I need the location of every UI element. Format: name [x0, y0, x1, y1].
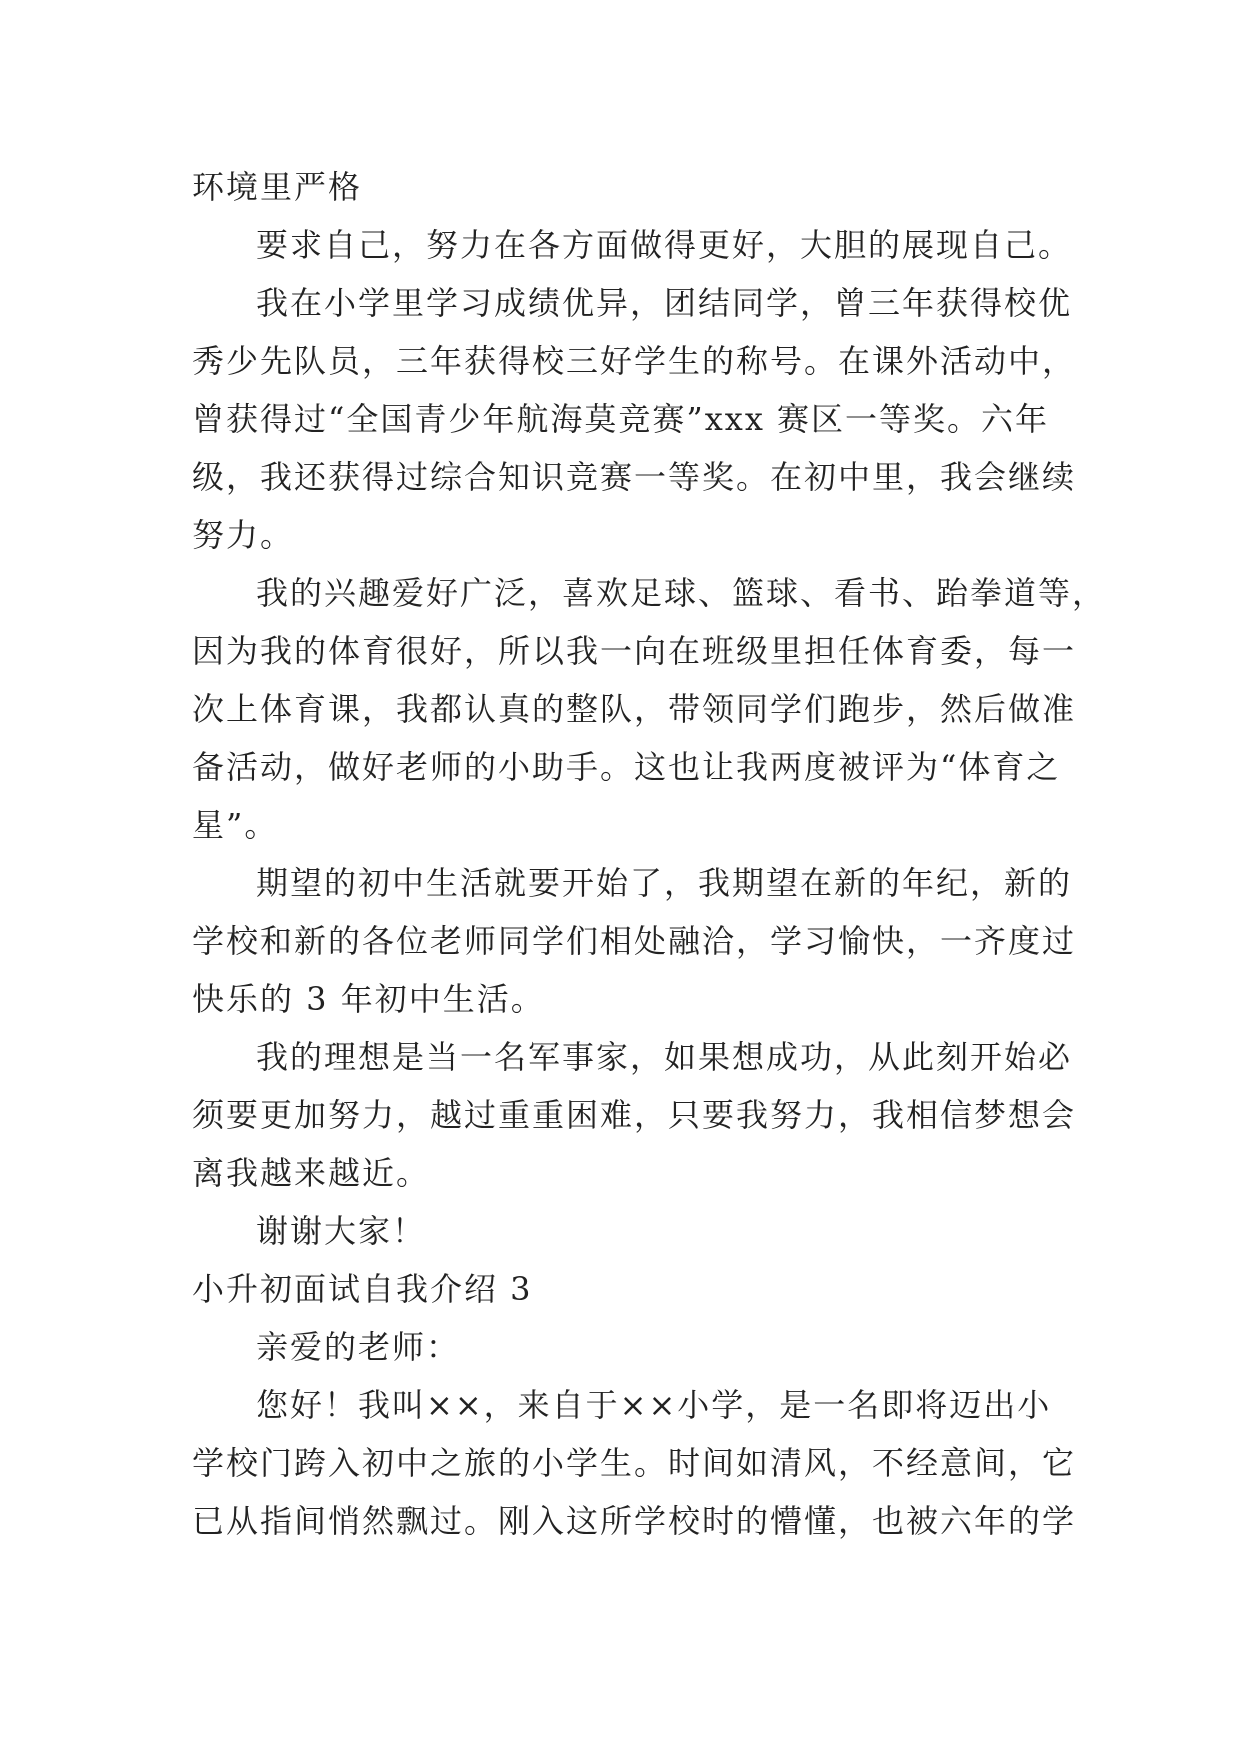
text-line: 要求自己，努力在各方面做得更好，大胆的展现自己。	[256, 226, 1073, 264]
text-line: 已从指间悄然飘过。刚入这所学校时的懵懂，也被六年的学	[192, 1502, 1077, 1540]
text-line: 曾获得过“全国青少年航海莫竞赛”xxx 赛区一等奖。六年	[192, 400, 1050, 438]
text-line: 努力。	[192, 516, 295, 554]
text-line: 我的理想是当一名军事家，如果想成功，从此刻开始必	[256, 1038, 1073, 1076]
text-line: 秀少先队员，三年获得校三好学生的称号。在课外活动中，	[192, 342, 1077, 380]
text-line: 快乐的 3 年初中生活。	[192, 980, 545, 1018]
text-line: 备活动，做好老师的小助手。这也让我两度被评为“体育之	[192, 748, 1061, 786]
document-body	[192, 158, 1107, 1550]
text-line: 小升初面试自我介绍 3	[192, 1270, 533, 1308]
text-line: 学校和新的各位老师同学们相处融洽，学习愉快，一齐度过	[192, 922, 1077, 960]
text-line: 离我越来越近。	[192, 1154, 431, 1192]
text-line: 我在小学里学习成绩优异，团结同学，曾三年获得校优	[256, 284, 1073, 322]
text-line: 您好！我叫××，来自于××小学，是一名即将迈出小	[256, 1386, 1052, 1424]
text-line: 学校门跨入初中之旅的小学生。时间如清风，不经意间，它	[192, 1444, 1077, 1482]
text-line: 环境里严格	[192, 168, 363, 206]
text-line: 级，我还获得过综合知识竞赛一等奖。在初中里，我会继续	[192, 458, 1077, 496]
text-line: 星”。	[192, 806, 279, 844]
text-line: 我的兴趣爱好广泛，喜欢足球、篮球、看书、跆拳道等，	[256, 574, 1107, 612]
text-line: 亲爱的老师：	[256, 1328, 461, 1366]
text-line: 须要更加努力，越过重重困难，只要我努力，我相信梦想会	[192, 1096, 1077, 1134]
text-line: 次上体育课，我都认真的整队，带领同学们跑步，然后做准	[192, 690, 1077, 728]
text-line: 期望的初中生活就要开始了，我期望在新的年纪，新的	[256, 864, 1073, 902]
text-line: 因为我的体育很好，所以我一向在班级里担任体育委，每一	[192, 632, 1077, 670]
text-line: 谢谢大家！	[256, 1212, 427, 1250]
